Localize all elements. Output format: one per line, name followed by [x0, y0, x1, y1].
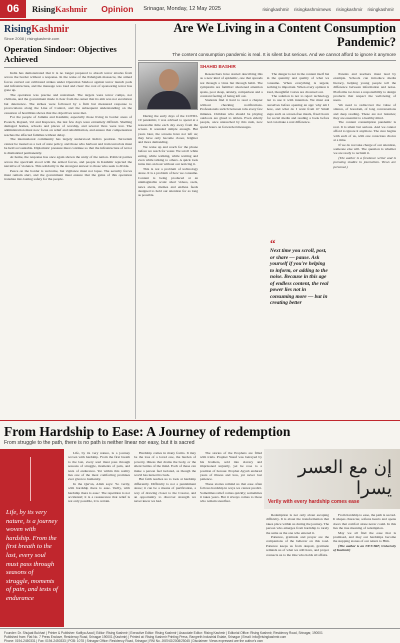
article-column-2	[200, 72, 263, 418]
twitter-handle[interactable]: risingkashmir	[335, 6, 363, 12]
editorial-kicker: Since 2008 | risingkashmir.com	[4, 36, 60, 41]
footer-line: Phone: 0194-2450331 | Fax: 0194-2450333 | POB: 1078 | Srinagar Office: Residency Road, Srinagar | RNI No. JKENG/2008/25045 | Disclaimer: Views expressed are the author's own	[4, 639, 263, 643]
editorial-column	[4, 24, 132, 419]
editorial-logo-suffix: Kashmir	[31, 24, 70, 35]
editorial-paragraph: India has demonstrated that it is no longer prepared to absorb terror attacks from across the border without a response. In the wake of the Pahalgam massacre, the armed forces carried out calibrated strikes under Operation Sindoor against terror launch pads and infrastructure, and the message was loud and clear: the cost of sponsoring terror has gone up.	[4, 70, 132, 93]
feature-column-3	[200, 451, 262, 627]
feature-article	[0, 420, 400, 628]
editorial-body	[4, 71, 132, 182]
imprint-footer	[0, 628, 400, 643]
author-photo-head	[159, 69, 179, 91]
section-label: Opinion	[101, 4, 134, 14]
article-author-note: (The author is a freelance writer and is pursuing studies in journalism. Views are personal.)	[333, 155, 397, 169]
instagram-handle[interactable]: risingkashmirnews	[293, 6, 331, 12]
article-paragraph: The content consumption pandemic is real. It is silent but serious. And we cannot afford to ignore it anymore. The cure begins with each of us, with one conscious choice at a time.	[333, 120, 397, 143]
footer-line: Founder: Dr. Shujaat Bukhari | Printer & Publisher: Kaifiya Azad | Editor: Rising Kashmir | Executive Editor: Rising Kashmir | Associate Editor: Rising Kashmir | Editorial Office: Rising Kashmir, Residency Road, Srinagar, 190001	[4, 630, 323, 635]
author-photo-body	[147, 91, 191, 110]
article-paragraph: Researchers have started describing this as a new kind of epidemic, one that spreads not through a virus but through habit. The symptoms are familiar: shortened attention spans, poor sleep, anxiety, comparison and a constant feeling of being left out.	[200, 72, 263, 99]
feature-column-4	[266, 513, 329, 627]
feature-paragraph: The stories of the Prophets are filled with trials. Prophet Yusuf was betrayed by his brothers, sold into slavery and imprisoned unjustly, yet he rose to a position of honour. Prophet Ayyub endured years of illness and loss, yet never lost patience.	[200, 451, 262, 482]
feature-column-2	[134, 451, 196, 627]
page-number: 06	[0, 0, 26, 18]
feature-title: From Hardship to Ease: A Journey of redemption	[4, 424, 291, 439]
column-divider	[135, 24, 136, 419]
article-column-4	[333, 72, 396, 418]
social-links	[262, 7, 394, 12]
feature-columns-right	[266, 513, 396, 627]
article-paragraph: If we do not take charge of our attention, someone else will. The question is whether we are ready to reclaim it.	[333, 142, 397, 156]
arabic-verse: إن مع العسر يسرا	[297, 457, 392, 499]
editorial-paragraph: The international community has largely understood India's position. Terrorism cannot be treated as a tool of state policy, and those who harbour and train terrorists must be held accountable. Diplomatic pressure must continue so that the infrastructure of terror is dismantled permanently.	[4, 137, 132, 155]
article-paragraph: We need to rediscover the value of silence, of boredom, of long conversations and deep reading. These are not luxuries; they are essential to a healthy mind.	[333, 102, 397, 121]
article-paragraph: During the early days of the COVID-19 pandemic, I was advised to spend at a reasonable time each day away from the screen. It sounded simple enough. But years later, the screens have not left us; they have only become closer, brighter and more demanding.	[138, 114, 198, 145]
side-panel-line	[30, 457, 31, 501]
feature-side-quote: Life, by its very nature, is a journey woven with hardship. From the first breath to the last, every soul must pass through seasons of struggle, moments of pain, and tests of endurance	[6, 509, 58, 602]
feature-paragraph: Redemption is not only about escaping difficulty. It is about the transformation that takes place within us during the journey. The person who emerges from hardship is rarely the same as the one who entered it.	[266, 513, 329, 535]
editorial-headline: Operation Sindoor: Objectives Achieved	[4, 44, 117, 64]
article-paragraph: The solution is not to reject technology but to use it with intention. We must ask ourselves before opening an app: why am I here, and what do I want from it? Small steps such as screen-free meals, fixed hours for social media and reading a book before bed can make a real difference.	[266, 94, 330, 125]
feature-subtitle: From struggle to the path, there is no path is neither linear nor easy, but it is sacred	[4, 440, 195, 446]
feature-paragraph: Hardship comes in many forms. It may be the loss of a loved one, the burden of poverty, illness that drains the body, or the silent battles of the mind. Each of these can make a person feel isolated, as though the world has turned its back.	[134, 451, 196, 478]
editorial-logo-prefix: Rising	[4, 24, 32, 35]
masthead-bar	[0, 0, 400, 18]
feature-calligraphy-banner	[264, 449, 400, 509]
pull-quote	[270, 238, 330, 310]
edition-date: Srinagar, Monday, 12 May 2025	[143, 6, 221, 12]
article-paragraph: Students find it hard to read a chapter without checking notifications. Professionals switch between tabs every few minutes. Children who should be playing outdoors are glued to tablets. Even elderly people, once untouched by this rush, now spend hours on forwarded messages.	[200, 98, 263, 129]
article-byline: SHAHID BASHIR	[200, 64, 236, 69]
editorial-logo	[4, 24, 132, 35]
article-paragraph: The danger is not in the content itself but in the quantity and quality of what we consume. When everything is urgent, nothing is important. When every opinion is loud, thoughtful voices are drowned out.	[266, 72, 330, 94]
quote-mark-icon: “	[270, 238, 276, 250]
article-paragraph: We wake up and reach for the phone before we reach for water. We scroll while eating, while walking, while waiting and even while talking to others. A quick look turns into an hour without our noticing it.	[138, 144, 198, 167]
facebook-handle[interactable]: risingkashmir	[262, 6, 289, 12]
feature-paragraph: Life, by its very nature, is a journey woven with hardship. From the first breath to the last, every soul must pass through seasons of struggle, moments of pain, and tests of endurance. Yet within this reality lies one of the most comforting promises ever given to humanity.	[68, 451, 130, 482]
article-paragraph: Parents and teachers must lead by example. Schools can introduce media literacy, helping young people tell the difference between information and noise. Platforms too have a responsibility to design products that respect the well-being of users.	[333, 72, 397, 103]
editorial-paragraph: The operation was precise and restrained. The targets were terror camps, not civilians, and the government made it clear from the outset that its aim was not escalation but deterrence. The strikes were followed by a firm but measured response to provocations along the Line of Control, and the subsequent understanding on the cessation of hostilities shows that the objectives were met.	[4, 92, 132, 115]
feature-paragraph: May we all find the ease that is promised, and may our hardships become the stepping stones of our return to Him.	[333, 530, 396, 544]
article-column-1	[138, 114, 198, 414]
article-paragraph: This is not a problem of technology alone. It is a problem of how we consume. Content is being produced at an unimaginable scale: short videos, reels, news alerts, memes and endless feeds designed to hold our attention for as long as possible.	[138, 166, 198, 198]
feature-side-panel	[0, 449, 64, 627]
feature-paragraph: Patience, gratitude and prayer are the companions of the believer on this road. Patience keeps us from despair, gratitude reminds us of what we still have, and prayer connects us to the One who holds all affairs.	[266, 535, 329, 557]
feature-paragraph: But faith teaches us to look at hardship differently. Difficulty is not a punishment alone; it can be a means of purification, a way of drawing closer to the Creator, and an opportunity to discover strength we never knew we had.	[134, 477, 196, 504]
article-divider	[138, 60, 396, 61]
masthead-brand[interactable]	[32, 4, 87, 14]
article-standfirst: The content consumption pandemic is real. It is silent but serious. And we cannot afford to ignore it anymore	[172, 52, 396, 57]
feature-author-note: (The author is an NET/JRF, University of Kashmir)	[333, 543, 396, 553]
feature-paragraph: From hardship to ease, the path is sacred. It shapes character, softens hearts and opens doors that comfort alone never could. In this lies the true meaning of redemption.	[333, 513, 396, 531]
brand-suffix: Kashmir	[55, 4, 88, 14]
main-article	[138, 22, 396, 420]
brand-prefix: Rising	[32, 4, 56, 14]
youtube-handle[interactable]: risingkashmir	[367, 6, 394, 12]
author-photo	[138, 62, 198, 110]
feature-column-5	[333, 513, 396, 627]
feature-columns	[68, 451, 262, 627]
editorial-paragraph: At home, the response has once again shown the unity of the nation. Political parties across the spectrum stood with the armed forces, and people in Kashmir rejected the narrative of violence. This solidarity is the strongest answer to those who seek to divide.	[4, 155, 132, 169]
feature-paragraph: These stories remind us that ease often follows hardship in ways we cannot predict. Sometimes relief comes quickly; sometimes it takes years. But it always comes to those who remain steadfast.	[200, 481, 262, 504]
editorial-divider	[4, 67, 132, 68]
article-title: Are We Living in a Content Consumption Pandemic?	[173, 21, 396, 49]
editorial-paragraph: For the people of Jammu and Kashmir, especially those living in border areas of Poonch, Rajouri, Uri and Kupwara, the last few days were extremely difficult. Shelling damaged homes, schools and places of worship, and several lives were lost. The administration must now focus on relief and rehabilitation, and ensure that compensation reaches the affected families without delay.	[4, 115, 132, 137]
pull-quote-text: Next time you scroll, post, or share — pause. Ask yourself if you're helping to inform, or adding to the noise. Because in this age of endless content, the real power lies not in consuming more — but in creating better	[270, 248, 329, 306]
banner-caption: Verily with every hardship comes ease	[268, 499, 360, 505]
editorial-paragraph: Peace on the border is welcome, but vigilance must not lapse. The security forces must remain alert, and the government must ensure that the gains of this operation translate into lasting safety for the people.	[4, 168, 132, 182]
footer-line: Published from: Flat No. 7 Press Enclave, Residency Road, Srinagar 190001 (Kashmir) | Printed at: Rising Kashmir Printing Press, Rangreth Industrial Estate, Srinagar | Email: info@risingkashmir.com	[4, 634, 287, 639]
feature-column-1	[68, 451, 130, 627]
feature-paragraph: In the Qur'an, Allah says: 'So verily, with hardship there is ease. Verily, with hardship there is ease.' The repetition is not accidental; it is a reassurance that relief is not only possible, it is certain.	[68, 481, 130, 504]
